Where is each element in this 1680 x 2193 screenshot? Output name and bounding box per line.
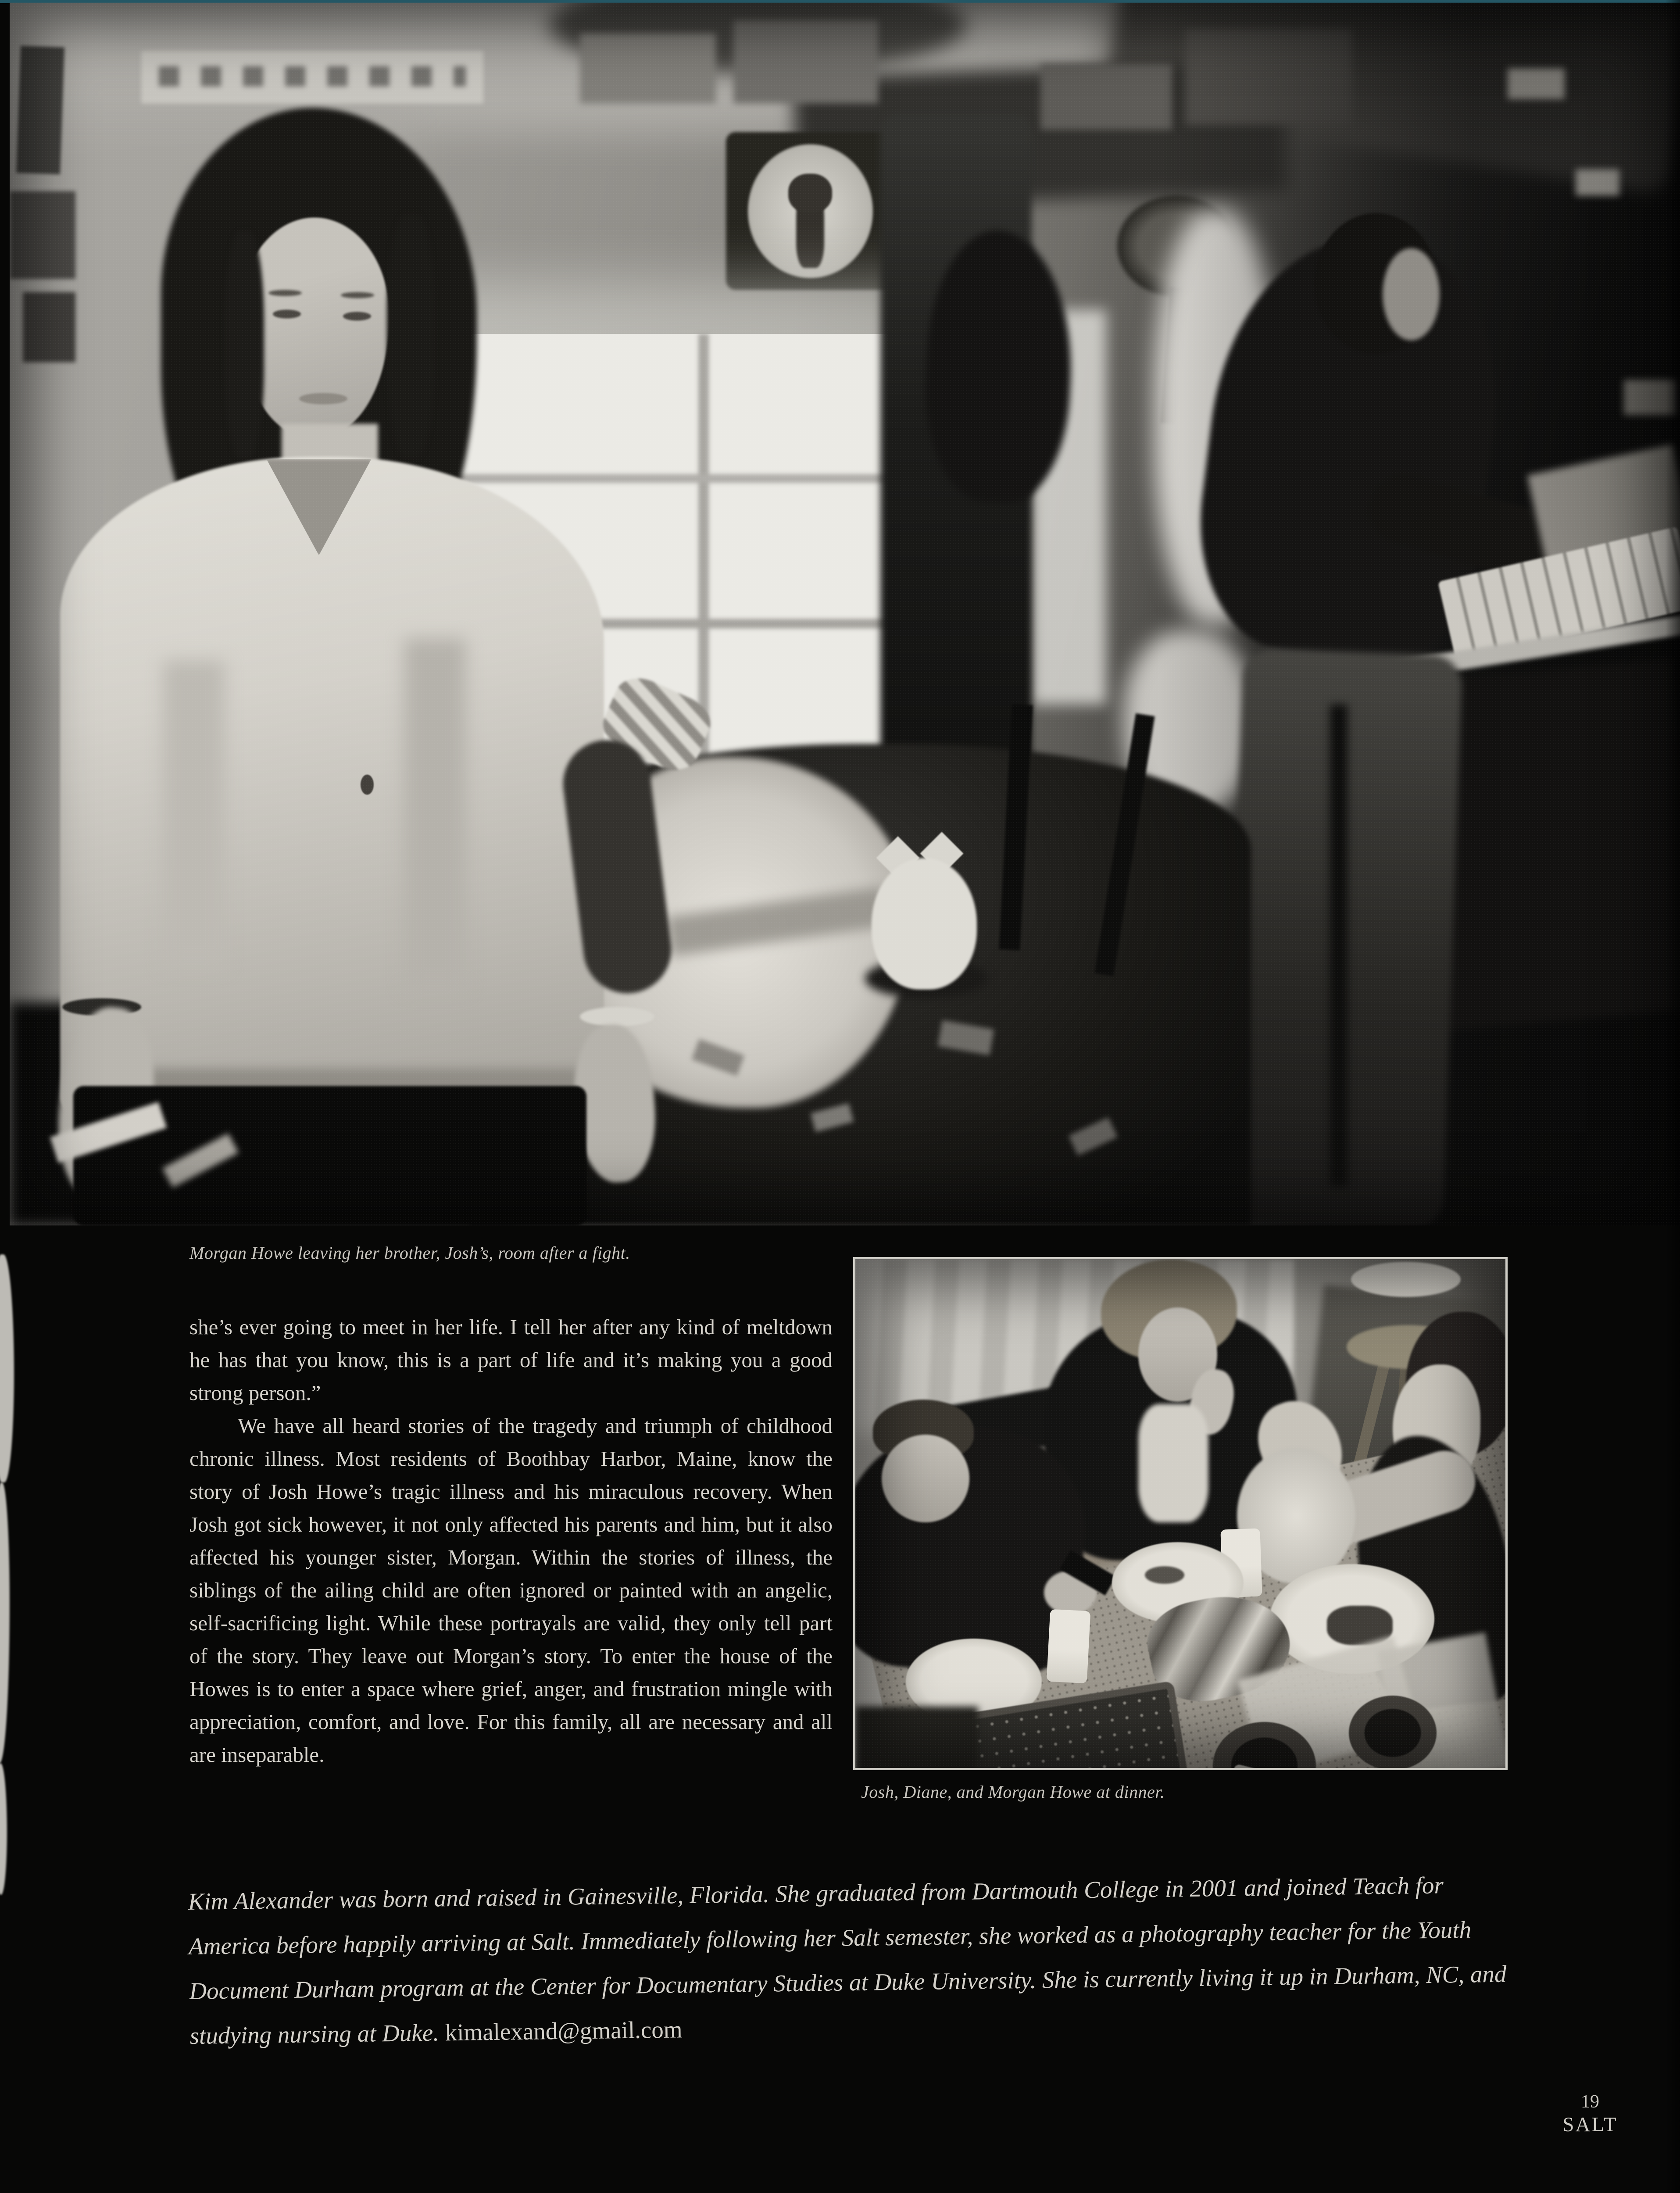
torn-paper-edge: [0, 1763, 7, 1895]
plate-crumbs: [1145, 1566, 1184, 1584]
picture-frame: [10, 191, 75, 279]
sauce-bowl: [1349, 1696, 1437, 1770]
polo-logo-icon: [361, 775, 374, 795]
bio-text: Kim Alexander was born and raised in Gainesville, Florida. She graduated from Dartmouth College in 2001 and joined Teach for America before happily arriving at Salt. Immediately following her Salt semester, she worked as a photography teacher for the Youth Document Durham program at the Center for Documentary Studies at Duke University. She is currently living it up in Durham, NC, and studying nursing at Duke.: [188, 1872, 1507, 2049]
picture-frame: [23, 292, 75, 362]
hair-strand: [387, 213, 435, 459]
picture-frame: [16, 46, 64, 174]
hair-strand: [225, 231, 264, 459]
article-paragraph: We have all heard stories of the tragedy and triumph of childhood chronic illness. Most residents of Boothbay Harbor, Maine, know the story of Josh Howe’s tragic illness and his miraculous recovery. When Josh got sick however, it not only affected his parents and him, but it also affected his younger sister, Morgan. Within the stories of illness, the siblings of the ailing child are often ignored or painted with an angelic, self-sacrificing light. While these portrayals are valid, they only tell part of the story. They leave out Morgan’s story. To enter the house of the Howes is to enter a space where grief, anger, and frustration mingle with appreciation, comfort, and love. For this family, all are necessary and all are inseparable.: [189, 1414, 833, 1767]
josh-figure-face: [1383, 248, 1440, 340]
josh-figure-leg-gap: [1330, 704, 1348, 1187]
shelf-glint: [1508, 68, 1565, 99]
page-footer: [1551, 2091, 1630, 2137]
white-cat: [872, 858, 977, 989]
page-number: 19: [1581, 2092, 1599, 2112]
poster: [580, 33, 716, 104]
morgan-shirt: [60, 457, 604, 1123]
torn-paper-edge: [0, 1482, 10, 1763]
diane-inner-top: [1138, 1404, 1208, 1522]
bracelet: [580, 1007, 654, 1026]
morgan-brow: [268, 290, 302, 296]
corner-shadow: [855, 1707, 978, 1770]
morgan-lips: [299, 393, 347, 404]
photo-dinner: [853, 1257, 1508, 1770]
poster: [1040, 64, 1172, 130]
banner-lettering: [159, 66, 466, 86]
photo-caption: Morgan Howe leaving her brother, Josh’s, room after a fight.: [189, 1243, 630, 1263]
plate-on-stool: [1351, 1262, 1461, 1297]
josh-face: [882, 1435, 969, 1522]
photo-caption: Josh, Diane, and Morgan Howe at dinner.: [861, 1782, 1165, 1802]
milk-glass: [1047, 1609, 1091, 1684]
torn-paper-edge: [0, 1254, 14, 1482]
owl-silhouette-head: [788, 174, 832, 213]
shirt-fold: [163, 661, 225, 968]
morgan-eye: [343, 312, 371, 321]
magazine-name: SALT: [1562, 2113, 1618, 2136]
morgan-brow: [341, 292, 374, 298]
poster: [733, 20, 878, 104]
bio-email: kimalexand@gmail.com: [445, 2016, 683, 2046]
photo-morgan-bedroom: [10, 3, 1680, 1225]
window-mullion: [455, 474, 894, 483]
shirt-fold: [404, 639, 466, 989]
morgan-eye: [273, 310, 301, 318]
article-body: [189, 1311, 833, 1771]
article-paragraph: she’s ever going to meet in her life. I tell her after any kind of meltdown he has that you know, this is a part of life and it’s making you a good strong person.”: [189, 1315, 833, 1405]
page-edge-shadow: [1665, 0, 1680, 2193]
author-bio: [188, 1862, 1510, 2058]
shelf-glint: [1576, 169, 1619, 196]
